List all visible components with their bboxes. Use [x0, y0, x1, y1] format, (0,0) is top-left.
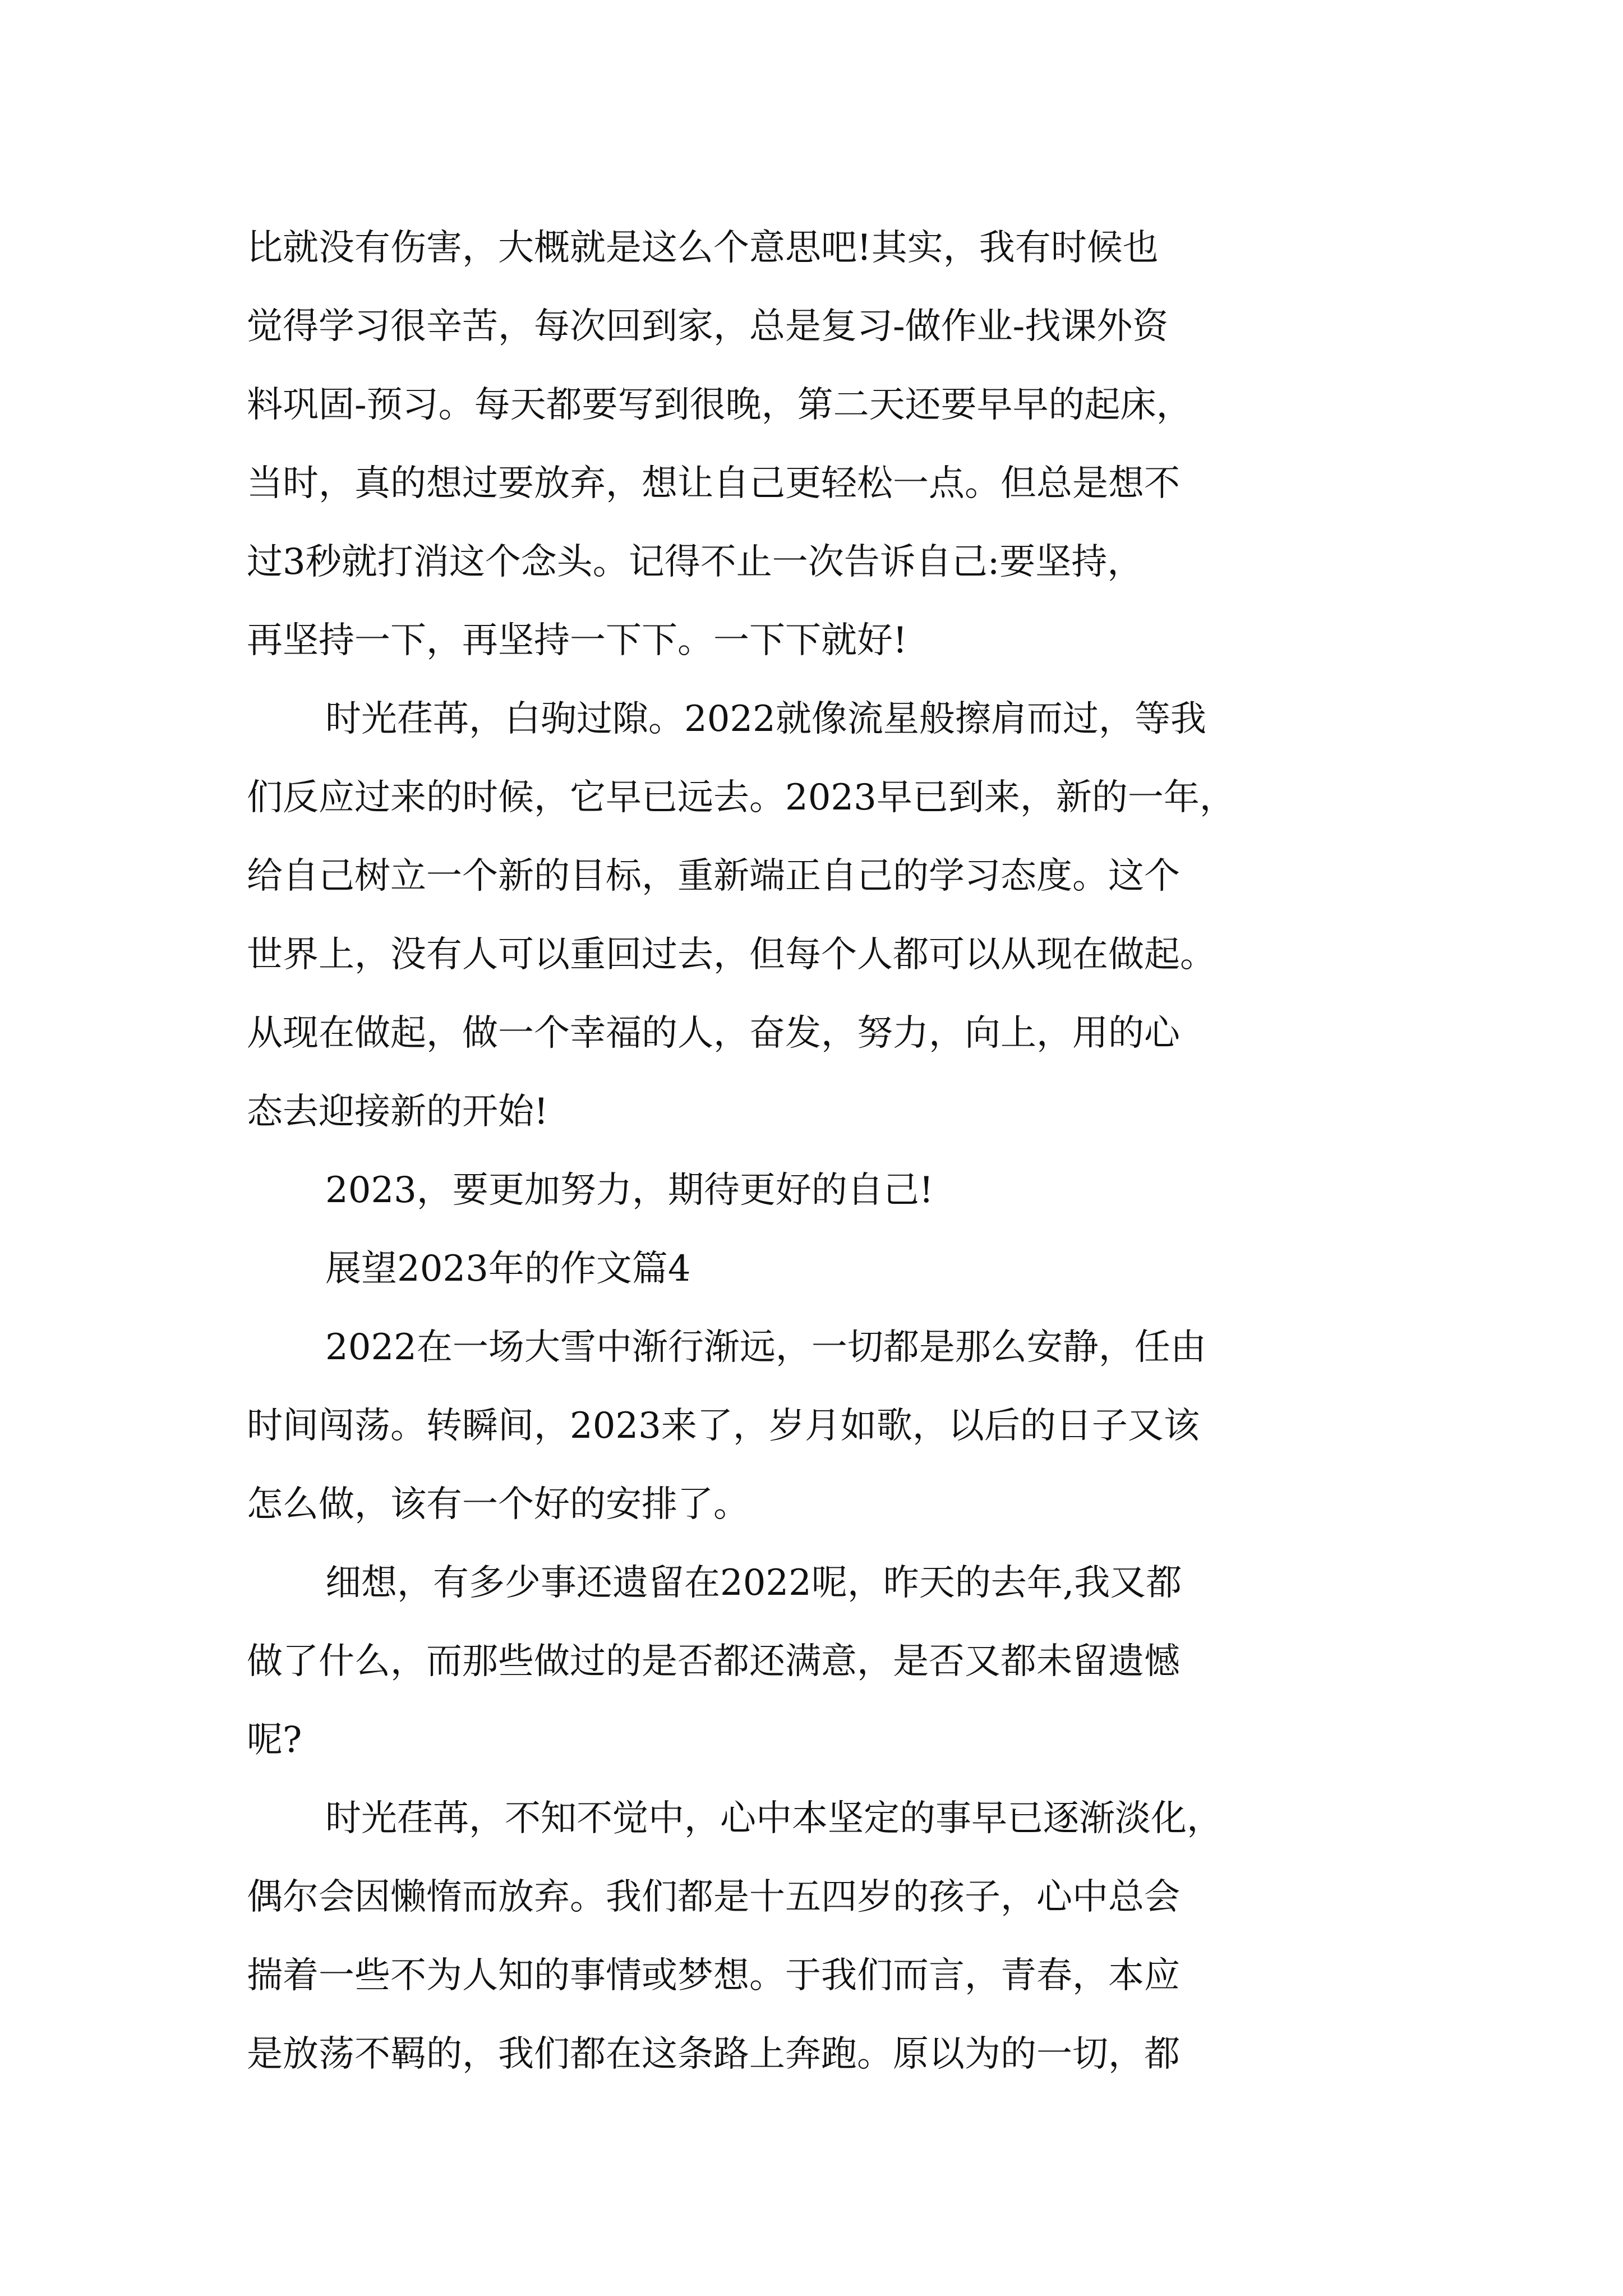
text-line: 世界上，没有人可以重回过去，但每个人都可以从现在做起。: [247, 934, 1216, 976]
text-line: 时间闯荡。转瞬间，2023来了，岁月如歌，以后的日子又该: [247, 1405, 1200, 1447]
text-line: 从现在做起，做一个幸福的人，奋发，努力，向上，用的心: [247, 1013, 1180, 1054]
text-line: 呢?: [247, 1719, 302, 1761]
paragraph-3: [247, 1151, 1380, 1230]
text-line: 给自己树立一个新的目标，重新端正自己的学习态度。这个: [247, 855, 1180, 897]
text-line: 2023，要更加努力，期待更好的自己!: [325, 1170, 934, 1211]
heading-line: 展望2023年的作文篇4: [325, 1248, 691, 1290]
text-line: 态去迎接新的开始!: [247, 1091, 548, 1133]
paragraph-6: [247, 1544, 1380, 1779]
document-body: [247, 209, 1380, 2093]
text-line: 再坚持一下，再坚持一下下。一下下就好!: [247, 620, 907, 661]
text-line: 过3秒就打消这个念头。记得不止一次告诉自己:要坚持，: [247, 541, 1144, 583]
text-line: 偶尔会因懒惰而放弃。我们都是十五四岁的孩子，心中总会: [247, 1876, 1180, 1918]
paragraph-7: [247, 1779, 1380, 2093]
text-line: 做了什么，而那些做过的是否都还满意，是否又都未留遗憾: [247, 1641, 1180, 1682]
paragraph-2: [247, 680, 1380, 1151]
text-line: 2022在一场大雪中渐行渐远，一切都是那么安静，任由: [325, 1327, 1206, 1368]
text-line: 是放荡不羁的，我们都在这条路上奔跑。原以为的一切，都: [247, 2033, 1180, 2075]
text-line: 揣着一些不为人知的事情或梦想。于我们而言，青春，本应: [247, 1955, 1180, 1996]
text-line: 们反应过来的时候，它早已远去。2023早已到来，新的一年，: [247, 777, 1235, 818]
paragraph-5: [247, 1308, 1380, 1544]
text-line: 时光荏苒，不知不觉中，心中本坚定的事早已逐渐淡化，: [325, 1798, 1223, 1839]
text-line: 当时，真的想过要放弃，想让自己更轻松一点。但总是想不: [247, 463, 1180, 504]
text-line: 料巩固-预习。每天都要写到很晚，第二天还要早早的起床，: [247, 384, 1192, 426]
section-heading: [247, 1230, 1380, 1308]
text-line: 时光荏苒，白驹过隙。2022就像流星般擦肩而过，等我: [325, 698, 1206, 740]
text-line: 觉得学习很辛苦，每次回到家，总是复习-做作业-找课外资: [247, 306, 1169, 347]
text-line: 怎么做，该有一个好的安排了。: [247, 1484, 749, 1525]
text-line: 细想，有多少事还遗留在2022呢，昨天的去年,我又都: [325, 1562, 1182, 1604]
text-line: 比就没有伤害，大概就是这么个意思吧!其实，我有时候也: [247, 227, 1159, 269]
paragraph-1: [247, 209, 1380, 680]
